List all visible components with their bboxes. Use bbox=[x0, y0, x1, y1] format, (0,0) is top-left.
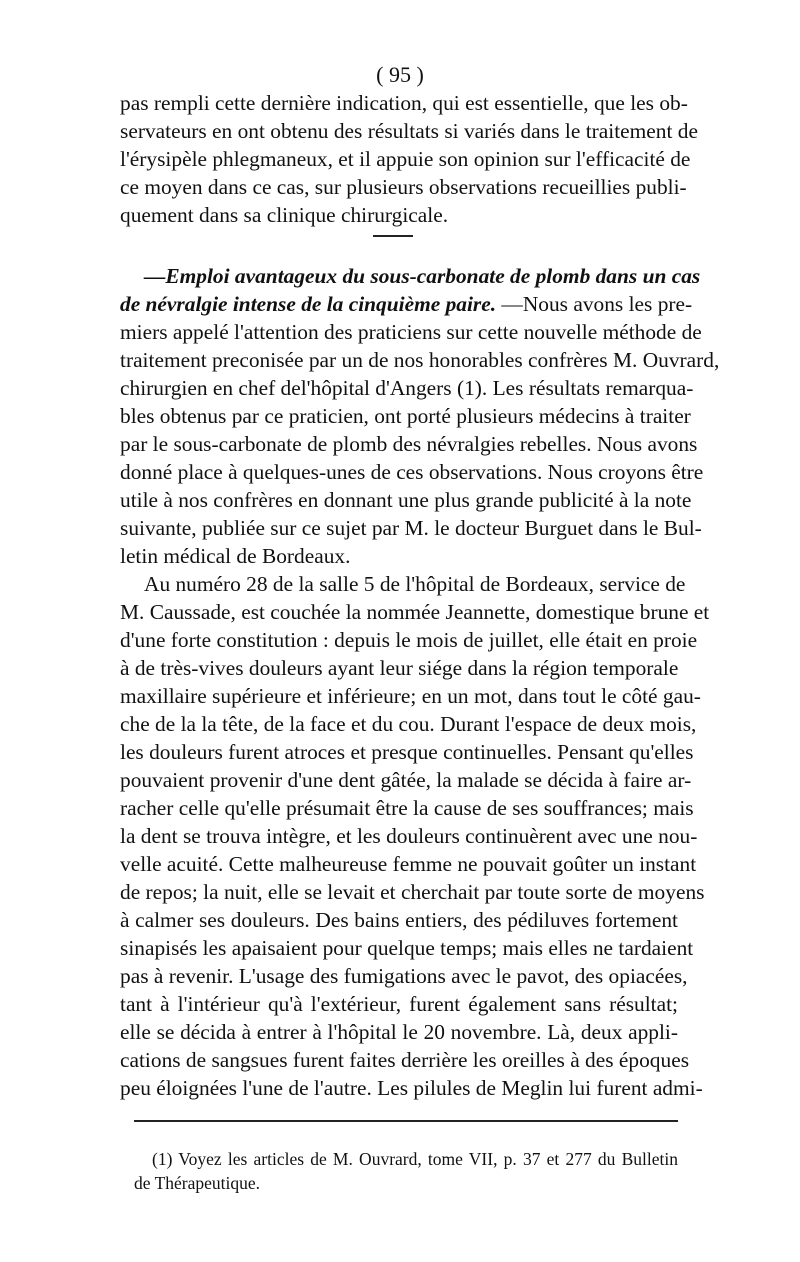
text-line: à de très-vives douleurs ayant leur siége dans la région temporale bbox=[120, 656, 679, 680]
text-line: par le sous-carbonate de plomb des névralgies rebelles. Nous avons bbox=[120, 432, 698, 456]
text-line: servateurs en ont obtenu des résultats si variés dans le traitement de bbox=[120, 119, 698, 143]
text-line: quement dans sa clinique chirurgicale. bbox=[120, 203, 449, 227]
footnote-line: (1) Voyez les articles de M. Ouvrard, tome VII, p. 37 et 277 du Bulletin bbox=[152, 1149, 678, 1169]
text-line: traitement preconisée par un de nos honorables confrères M. Ouvrard, bbox=[120, 348, 720, 372]
text-line: Au numéro 28 de la salle 5 de l'hôpital de Bordeaux, service de bbox=[144, 572, 686, 596]
text-line: miers appelé l'attention des praticiens sur cette nouvelle méthode de bbox=[120, 320, 702, 344]
text-line: racher celle qu'elle présumait être la cause de ses souffrances; mais bbox=[120, 796, 694, 820]
text-line: la dent se trouva intègre, et les douleurs continuèrent avec une nou- bbox=[120, 824, 698, 848]
text-line: bles obtenus par ce praticien, ont porté plusieurs médecins à traiter bbox=[120, 404, 691, 428]
text-line: elle se décida à entrer à l'hôpital le 20 novembre. Là, deux appli- bbox=[120, 1020, 678, 1044]
text-line: maxillaire supérieure et inférieure; en un mot, dans tout le côté gau- bbox=[120, 684, 701, 708]
page-number: ( 95 ) bbox=[376, 62, 424, 87]
text-line: donné place à quelques-unes de ces observations. Nous croyons être bbox=[120, 460, 704, 484]
section-title: —Emploi avantageux du sous-carbonate de plomb dans un cas bbox=[144, 264, 701, 288]
text-line: peu éloignées l'une de l'autre. Les pilules de Meglin lui furent admi- bbox=[120, 1076, 703, 1100]
footnote-line: de Thérapeutique. bbox=[134, 1173, 261, 1193]
text-line: l'érysipèle phlegmaneux, et il appuie son opinion sur l'efficacité de bbox=[120, 147, 691, 171]
text-line: cations de sangsues furent faites derrière les oreilles à des époques bbox=[120, 1048, 690, 1072]
text-line: pas à revenir. L'usage des fumigations avec le pavot, des opiacées, bbox=[120, 964, 688, 988]
footnote-divider bbox=[134, 1120, 678, 1122]
text-line: utile à nos confrères en donnant une plus grande publicité à la note bbox=[120, 488, 692, 512]
section-title-continuation bbox=[120, 290, 693, 318]
text-run: —Nous avons les pre- bbox=[496, 292, 693, 316]
text-line: ce moyen dans ce cas, sur plusieurs observations recueillies publi- bbox=[120, 175, 687, 199]
text-line: suivante, publiée sur ce sujet par M. le docteur Burguet dans le Bul- bbox=[120, 516, 702, 540]
text-line: pas rempli cette dernière indication, qui est essentielle, que les ob- bbox=[120, 91, 688, 115]
text-line: d'une forte constitution : depuis le mois de juillet, elle était en proie bbox=[120, 628, 698, 652]
text-line: letin médical de Bordeaux. bbox=[120, 544, 351, 568]
text-line: tant à l'intérieur qu'à l'extérieur, furent également sans résultat; bbox=[120, 992, 678, 1016]
text-line: à calmer ses douleurs. Des bains entiers, des pédiluves fortement bbox=[120, 908, 678, 932]
section-divider bbox=[373, 235, 413, 237]
text-line: de repos; la nuit, elle se levait et cherchait par toute sorte de moyens bbox=[120, 880, 705, 904]
text-line: che de la la tête, de la face et du cou. Durant l'espace de deux mois, bbox=[120, 712, 697, 736]
text-line: sinapisés les apaisaient pour quelque temps; mais elles ne tardaient bbox=[120, 936, 694, 960]
text-line: les douleurs furent atroces et presque continuelles. Pensant qu'elles bbox=[120, 740, 694, 764]
section-title-end: de névralgie intense de la cinquième paire. bbox=[120, 292, 497, 316]
text-line: velle acuité. Cette malheureuse femme ne pouvait goûter un instant bbox=[120, 852, 697, 876]
text-line: pouvaient provenir d'une dent gâtée, la malade se décida à faire ar- bbox=[120, 768, 692, 792]
text-line: chirurgien en chef del'hôpital d'Angers (1). Les résultats remarqua- bbox=[120, 376, 694, 400]
text-line: M. Caussade, est couchée la nommée Jeannette, domestique brune et bbox=[120, 600, 710, 624]
